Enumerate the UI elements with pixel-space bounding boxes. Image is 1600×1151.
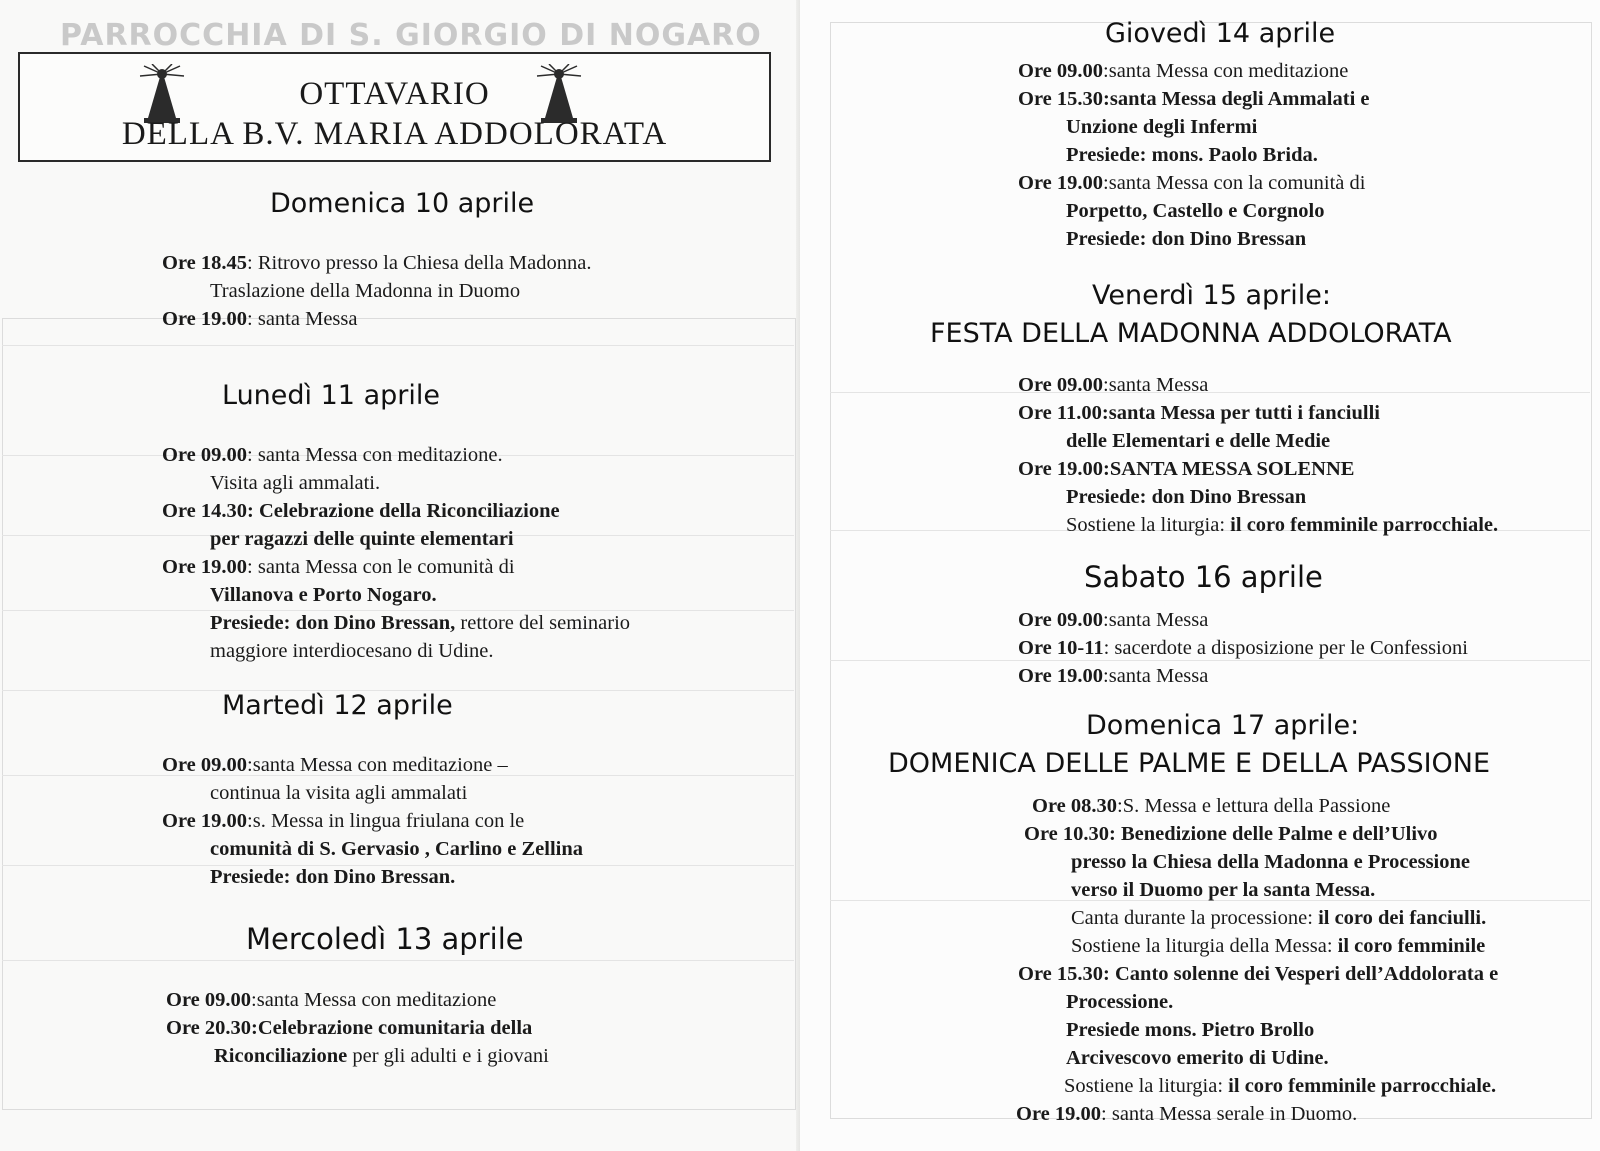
time-label: Ore 19.00 (1018, 665, 1104, 687)
line-text: : Celebrazione della Riconciliazione (247, 500, 560, 522)
time-label: Ore 10-11 (1018, 637, 1104, 659)
line-text: Presiede: don Dino Bressan, (210, 612, 456, 634)
line-text: maggiore interdiocesano di Udine. (210, 640, 494, 662)
line-text: Villanova e Porto Nogaro. (210, 584, 437, 606)
schedule-line (1024, 822, 1438, 847)
schedule-line (1018, 171, 1365, 196)
time-label: Ore 19.00 (162, 556, 248, 578)
line-text: : sacerdote a disposizione per le Confessioni (1103, 637, 1468, 659)
schedule-line (1018, 636, 1468, 661)
palm-sunday-heading: DOMENICA DELLE PALME E DELLA PASSIONE (888, 748, 1491, 779)
schedule-line (1066, 485, 1306, 510)
line-text: Sostiene la liturgia: (1064, 1075, 1229, 1097)
line-text: :santa Messa (1103, 609, 1209, 631)
line-text: :santa Messa (1103, 374, 1209, 396)
line-text: : santa Messa serale in Duomo. (1101, 1103, 1358, 1125)
schedule-line (1071, 850, 1470, 875)
line-text: :santa Messa con la comunità di (1103, 172, 1366, 194)
title-line-2: DELLA B.V. MARIA ADDOLORATA (121, 116, 668, 152)
schedule-line (162, 499, 560, 524)
schedule-line (166, 1016, 532, 1041)
schedule-line (1066, 990, 1173, 1015)
day-heading: Giovedì 14 aprile (1105, 18, 1336, 49)
schedule-line (1018, 401, 1380, 426)
time-label: Ore 09.00 (166, 989, 252, 1011)
time-label: Ore 11.00 (1018, 402, 1102, 424)
line-text-rest: il coro femminile parrocchiale. (1228, 1075, 1497, 1097)
line-text: Sostiene la liturgia: (1066, 514, 1231, 536)
line-text: :SANTA MESSA SOLENNE (1103, 458, 1355, 480)
schedule-line (162, 555, 515, 580)
line-text: :santa Messa degli Ammalati e (1103, 88, 1370, 110)
schedule-line (210, 527, 514, 552)
schedule-line (1066, 429, 1330, 454)
line-text: Sostiene la liturgia della Messa: (1071, 935, 1338, 957)
line-text: : Ritrovo presso la Chiesa della Madonna. (247, 252, 592, 274)
time-label: Ore 14.30 (162, 500, 248, 522)
line-text: Unzione degli Infermi (1066, 116, 1258, 138)
schedule-line (162, 307, 357, 332)
line-text-rest: per gli adulti e i giovani (347, 1045, 549, 1067)
line-text-rest: rettore del seminario (455, 612, 631, 634)
schedule-line (210, 639, 494, 664)
schedule-line (1016, 1102, 1357, 1127)
line-text: presso la Chiesa della Madonna e Processione (1071, 851, 1470, 873)
feast-heading: FESTA DELLA MADONNA ADDOLORATA (930, 318, 1452, 349)
schedule-line (210, 865, 455, 890)
schedule-line (210, 583, 437, 608)
time-label: Ore 09.00 (162, 444, 248, 466)
schedule-line (1066, 199, 1324, 224)
day-heading: Lunedì 11 aprile (222, 380, 440, 411)
schedule-line (1018, 962, 1498, 987)
line-text: Visita agli ammalati. (210, 472, 381, 494)
schedule-line (1066, 513, 1498, 538)
schedule-line (1064, 1074, 1496, 1099)
time-label: Ore 18.45 (162, 252, 248, 274)
line-text: Presiede: don Dino Bressan (1066, 228, 1307, 250)
line-text: per ragazzi delle quinte elementari (210, 528, 514, 550)
bleed-through-rule (830, 392, 1590, 393)
schedule-line (162, 809, 524, 834)
schedule-line (210, 279, 520, 304)
schedule-line (1066, 1018, 1314, 1043)
line-text: :santa Messa per tutti i fanciulli (1101, 402, 1380, 424)
bleed-through-rule (2, 960, 794, 961)
bleed-through-rule (2, 345, 794, 346)
schedule-line (166, 988, 496, 1013)
title-line-1: OTTAVARIO (299, 76, 490, 112)
day-heading: Domenica 17 aprile: (1086, 710, 1360, 741)
line-text: Arcivescovo emerito di Udine. (1066, 1047, 1329, 1069)
time-label: Ore 19.00 (1018, 458, 1104, 480)
line-text: :s. Messa in lingua friulana con le (247, 810, 525, 832)
day-heading: Mercoledì 13 aprile (246, 922, 524, 956)
line-text: :santa Messa (1103, 665, 1209, 687)
time-label: Ore 09.00 (162, 754, 248, 776)
time-label: Ore 19.00 (1018, 172, 1104, 194)
line-text: comunità di S. Gervasio , Carlino e Zellina (210, 838, 583, 860)
schedule-line (1018, 608, 1208, 633)
day-heading: Domenica 10 aprile (270, 188, 535, 219)
line-text: Presiede: don Dino Bressan. (210, 866, 456, 888)
schedule-line (1018, 59, 1348, 84)
line-text: : santa Messa con le comunità di (247, 556, 515, 578)
schedule-line (210, 781, 467, 806)
line-text-rest: il coro femminile parrocchiale. (1230, 514, 1499, 536)
line-text: : Canto solenne dei Vesperi dell’Addolorata e (1103, 963, 1499, 985)
schedule-line (1066, 227, 1306, 252)
line-text: : santa Messa (247, 308, 358, 330)
line-text: Presiede: don Dino Bressan (1066, 486, 1307, 508)
right-page (800, 0, 1600, 1151)
line-text: :Celebrazione comunitaria della (251, 1017, 533, 1039)
time-label: Ore 19.00 (162, 810, 248, 832)
line-text: delle Elementari e delle Medie (1066, 430, 1331, 452)
schedule-line (1018, 457, 1354, 482)
time-label: Ore 10.30 (1024, 823, 1110, 845)
line-text: Porpetto, Castello e Corgnolo (1066, 200, 1325, 222)
day-heading: Sabato 16 aprile (1084, 560, 1323, 594)
line-text: : santa Messa con meditazione. (247, 444, 503, 466)
title-box (18, 52, 771, 162)
line-text-rest: il coro dei fanciulli. (1318, 907, 1487, 929)
time-label: Ore 20.30 (166, 1017, 252, 1039)
line-text: Traslazione della Madonna in Duomo (210, 280, 521, 302)
schedule-line (1071, 906, 1486, 931)
schedule-line (1032, 794, 1390, 819)
bleed-through-header: PARROCCHIA DI S. GIORGIO DI NOGARO (60, 18, 762, 53)
schedule-line (1018, 664, 1208, 689)
schedule-line (1066, 115, 1257, 140)
schedule-line (214, 1044, 549, 1069)
day-heading: Venerdì 15 aprile: (1092, 280, 1331, 311)
time-label: Ore 09.00 (1018, 60, 1104, 82)
schedule-line (1071, 878, 1375, 903)
schedule-line (1066, 143, 1318, 168)
schedule-line (210, 611, 630, 636)
day-heading: Martedì 12 aprile (222, 690, 453, 721)
line-text: :santa Messa con meditazione (251, 989, 497, 1011)
line-text: Presiede mons. Pietro Brollo (1066, 1019, 1315, 1041)
schedule-line (210, 837, 583, 862)
line-text: :S. Messa e lettura della Passione (1117, 795, 1391, 817)
schedule-line (162, 443, 503, 468)
time-label: Ore 09.00 (1018, 609, 1104, 631)
schedule-line (1071, 934, 1485, 959)
line-text: Canta durante la processione: (1071, 907, 1319, 929)
schedule-line (210, 471, 380, 496)
time-label: Ore 15.30 (1018, 963, 1104, 985)
time-label: Ore 08.30 (1032, 795, 1118, 817)
line-text: Presiede: mons. Paolo Brida. (1066, 144, 1318, 166)
schedule-line (162, 251, 591, 276)
line-text-rest: il coro femminile (1337, 935, 1486, 957)
time-label: Ore 15.30 (1018, 88, 1104, 110)
schedule-line (1066, 1046, 1329, 1071)
line-text: :santa Messa con meditazione (1103, 60, 1349, 82)
time-label: Ore 19.00 (1016, 1103, 1102, 1125)
time-label: Ore 19.00 (162, 308, 248, 330)
time-label: Ore 09.00 (1018, 374, 1104, 396)
schedule-line (1018, 373, 1208, 398)
line-text: Riconciliazione (214, 1045, 348, 1067)
line-text: :santa Messa con meditazione – (247, 754, 508, 776)
line-text: verso il Duomo per la santa Messa. (1071, 879, 1376, 901)
schedule-line (162, 753, 508, 778)
line-text: : Benedizione delle Palme e dell’Ulivo (1109, 823, 1438, 845)
schedule-line (1018, 87, 1370, 112)
line-text: Processione. (1066, 991, 1174, 1013)
line-text: continua la visita agli ammalati (210, 782, 468, 804)
